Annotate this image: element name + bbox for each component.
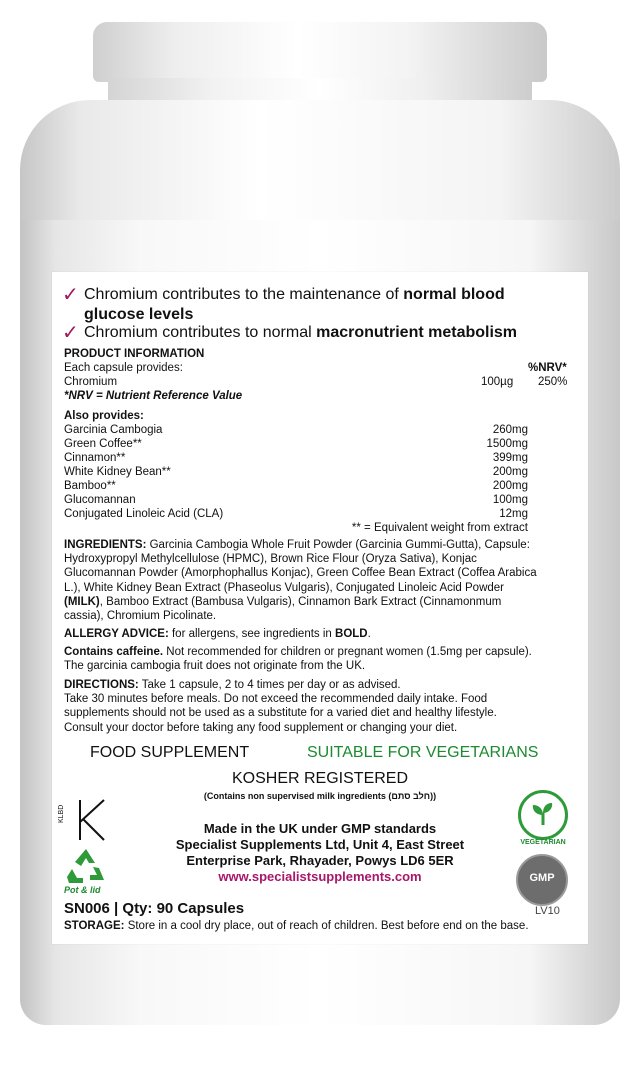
checkmark-icon: ✓ [62,284,79,306]
ingredient-row: White Kidney Bean** 200mg [64,466,528,478]
directions: DIRECTIONS: Take 1 capsule, 2 to 4 times per day or as advised. Take 30 minutes before meals. Do not exceed the recommended daily intake. Food supplements should not be used as a substitute for a varied diet and healthy lifestyle. Consult your doctor before taking any food supplement or changing your diet. [64,679,497,734]
food-supplement-label: FOOD SUPPLEMENT [90,744,250,761]
chromium-name: Chromium [64,376,118,388]
ingredients-text: INGREDIENTS: Garcinia Cambogia Whole Fruit Powder (Garcinia Gummi-Gutta), Capsule: Hydroxypropyl Methylcellulose (HPMC), Brown Rice Flour (Oryza Sativa), Konjac Glucomannan Powder (Amorphophallus Konjac), Green Coffee Bean Extract (Coffea Arabica L.), White Kidney Bean Extract (Phaseolus Vulgaris), Conjugated Linoleic Acid Powder (MILK), Bamboo Extract (Bambusa Vulgaris), Cinnamon Bark Extract (Cinnamonmum cassia), Chromium Picolinate. [64,539,537,623]
label-code: LV10 [535,905,560,917]
checkmark-icon: ✓ [62,322,79,344]
ingredient-row: Cinnamon** 399mg [64,452,528,464]
ingredient-row: Glucomannan 100mg [64,494,528,506]
gmp-label: GMP [529,872,555,884]
ingredient-row: Bamboo** 200mg [64,480,528,492]
website-link: www.specialistsupplements.com [218,869,422,884]
claim-chromium-glucose: Chromium contributes to the maintenance of normal blood glucose levels [84,286,505,323]
storage-text: STORAGE: Store in a cool dry place, out of reach of children. Best before end on the base. [64,920,529,932]
chromium-nrv: 250% [538,376,568,388]
vegetarian-ring-text: VEGETARIAN [520,839,566,846]
sku-quantity: SN006 | Qty: 90 Capsules [64,900,245,917]
bottle-shoulder [20,100,620,230]
caffeine-warning: Contains caffeine. Not recommended for children or pregnant women (1.5mg per capsule). The garcinia cambogia fruit does not originate from the UK. [64,646,532,673]
claim-chromium-metabolism: Chromium contributes to normal macronutrient metabolism [84,324,518,341]
bottle-cap [93,22,547,82]
equivalent-weight-note: ** = Equivalent weight from extract [351,522,528,534]
vegetarian-label: SUITABLE FOR VEGETARIANS [307,744,539,761]
product-info-heading: PRODUCT INFORMATION [64,348,205,360]
recycle-caption: Pot & lid [64,885,101,895]
chromium-amount: 100µg [481,376,514,388]
also-provides-heading: Also provides: [64,410,144,422]
each-capsule-label: Each capsule provides: [64,362,183,374]
manufacturer-info: Made in the UK under GMP standards Specialist Supplements Ltd, Unit 4, East Street Enterprise Park, Rhayader, Powys LD6 5ER www.specialistsupplements.com [0,821,640,885]
kosher-note: (Contains non supervised milk ingredients (חלב סתם)) [203,791,437,801]
svg-text:KLBD: KLBD [58,804,65,823]
nrv-note: *NRV = Nutrient Reference Value [64,390,243,402]
nrv-header: %NRV* [528,362,567,374]
ingredient-row: Garcinia Cambogia 260mg [64,424,528,436]
ingredient-row: Green Coffee** 1500mg [64,438,528,450]
ingredient-row: Conjugated Linoleic Acid (CLA) 12mg [64,508,528,520]
vegetarian-icon [518,790,568,840]
allergy-advice: ALLERGY ADVICE: for allergens, see ingredients in BOLD. [64,628,371,640]
kosher-label: KOSHER REGISTERED [231,770,409,787]
